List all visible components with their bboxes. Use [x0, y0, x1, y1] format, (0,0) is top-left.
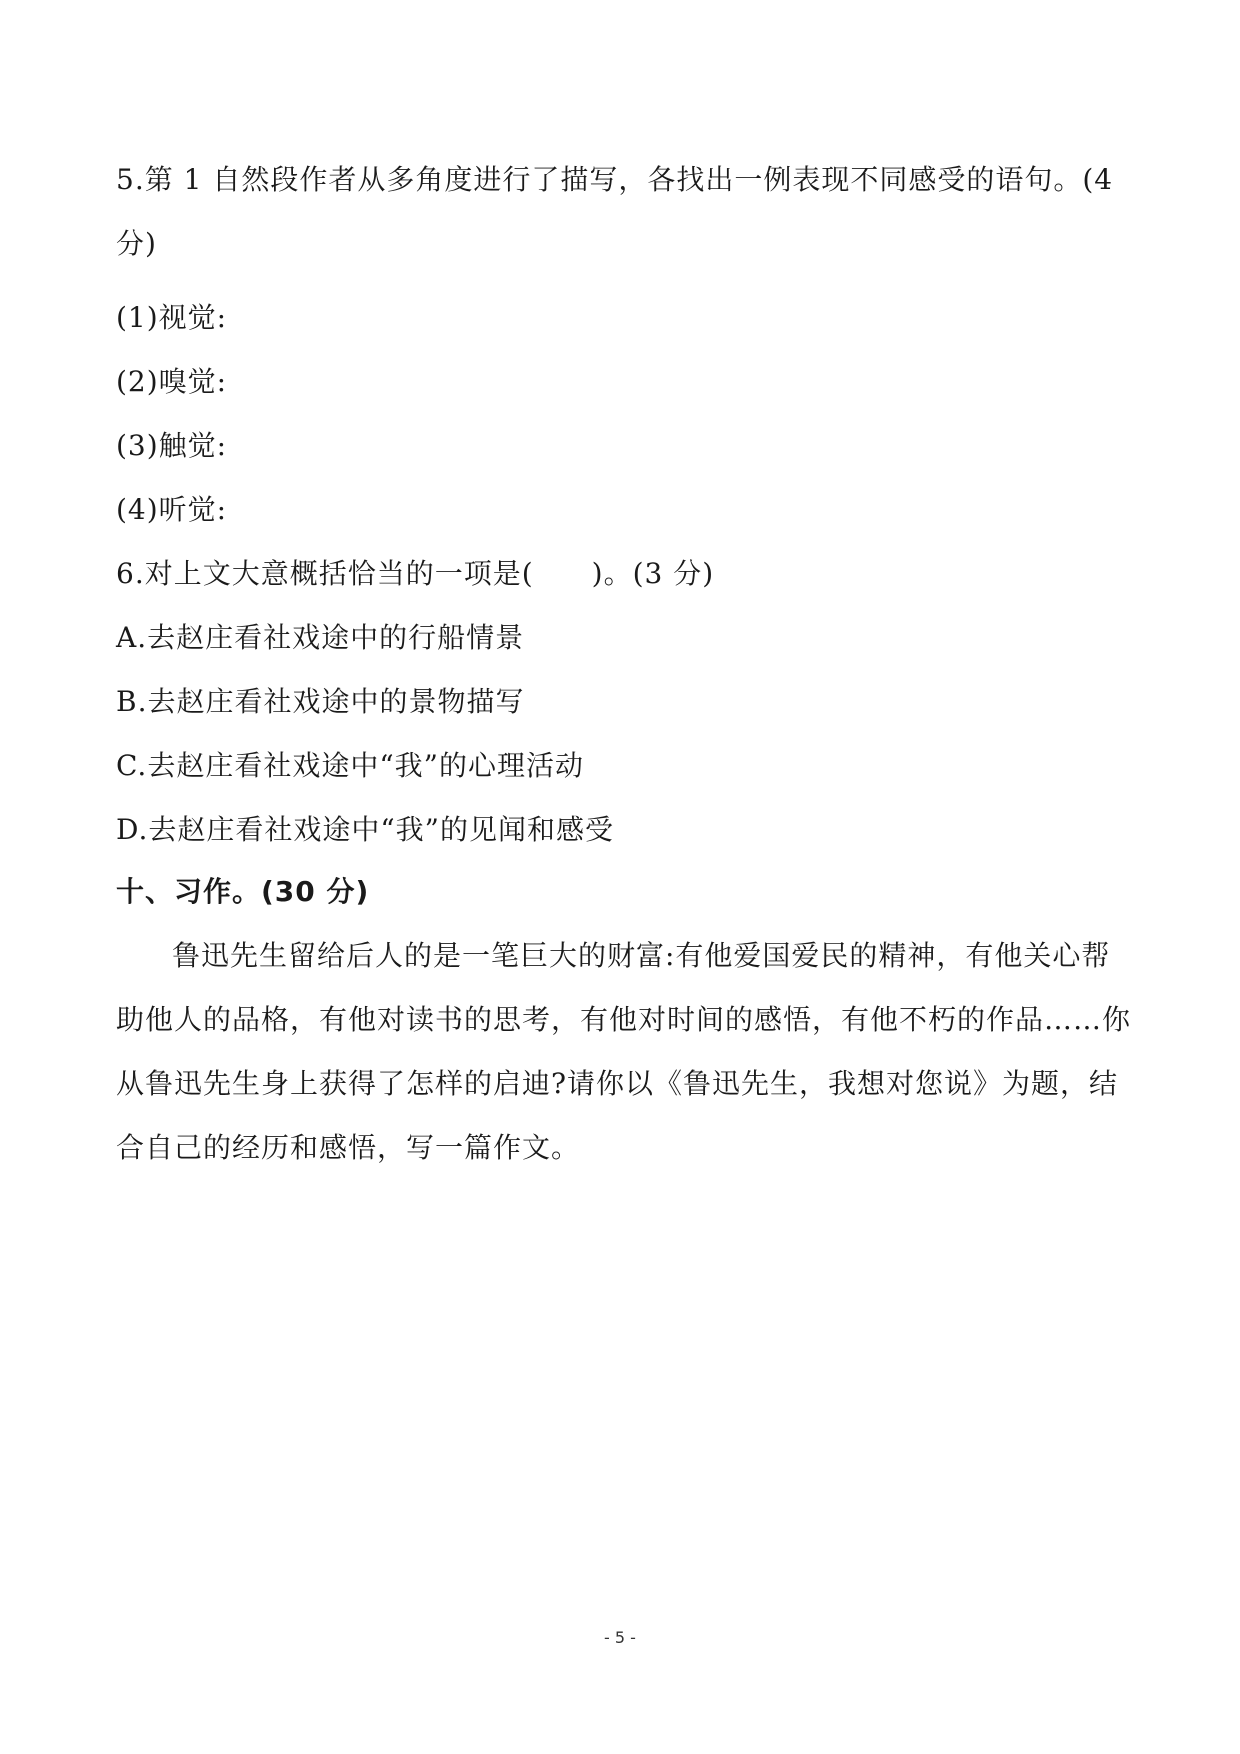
question-5-item-hearing: (4)听觉:	[116, 493, 228, 526]
question-6-option-b: B.去赵庄看社戏途中的景物描写	[116, 685, 525, 718]
question-6-option-d: D.去赵庄看社戏途中“我”的见闻和感受	[116, 813, 614, 846]
section-10-body: 鲁迅先生留给后人的是一笔巨大的财富:有他爱国爱民的精神，有他关心帮助他人的品格，有他对读书的思考，有他对时间的感悟，有他不朽的作品……你从鲁迅先生身上获得了怎样的启迪?请你以《鲁迅先生，我想对您说》为题，结合自己的经历和感悟，写一篇作文。	[116, 939, 1132, 1164]
question-5-item-smell: (2)嗅觉:	[116, 365, 228, 398]
page-number: - 5 -	[604, 1628, 636, 1647]
question-6-prompt: 6.对上文大意概括恰当的一项是( )。(3 分)	[116, 557, 715, 590]
question-5-item-visual: (1)视觉:	[116, 301, 228, 334]
question-5-item-touch: (3)触觉:	[116, 429, 228, 462]
question-6-option-c: C.去赵庄看社戏途中“我”的心理活动	[116, 749, 584, 782]
question-6-option-a: A.去赵庄看社戏途中的行船情景	[116, 621, 525, 654]
section-10-heading: 十、习作。(30 分)	[116, 875, 370, 908]
question-5-prompt: 5.第 1 自然段作者从多角度进行了描写，各找出一例表现不同感受的语句。(4 分)	[116, 163, 1114, 260]
